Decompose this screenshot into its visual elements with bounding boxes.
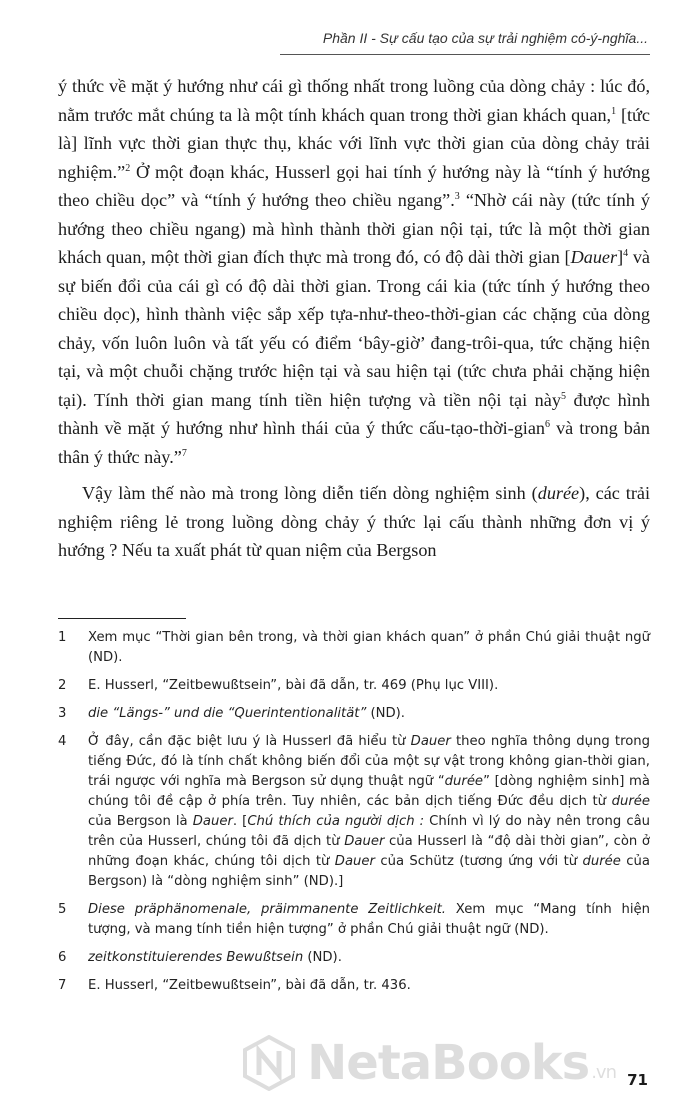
text-run: ), các trải nghiệm riêng lẻ trong luồng dòng chảy ý thức lại cấu thành những đơn vị ý hướng ? Nếu ta xuất phát từ quan niệm của Bergson bbox=[58, 483, 651, 560]
footnote-text bbox=[88, 732, 650, 892]
footnote-number: 4 bbox=[58, 734, 67, 749]
text-run: Xem mục “Mang tính hiện tượng, và mang tính tiền hiện tượng” ở phần Chú giải thuật ngữ (ND). bbox=[88, 902, 650, 937]
footnote-text bbox=[88, 900, 650, 940]
text-run: của Bergson) là “dòng nghiệm sinh” (ND).] bbox=[88, 854, 650, 889]
text-run: của Bergson là bbox=[88, 814, 193, 829]
italic-term: zeitkonstituierendes Bewußtsein bbox=[88, 950, 304, 965]
text-run: và trong bản thân ý thức này.” bbox=[58, 418, 650, 467]
text-run: theo nghĩa thông dụng trong tiếng Đức, đó là tính chất không biến đổi của một sự vật trong không gian-thời gian, trái ngược với nghĩa mà Bergson sử dụng thuật ngữ “ bbox=[88, 734, 651, 789]
footnote-number: 7 bbox=[58, 978, 67, 993]
footnote-text bbox=[88, 676, 650, 696]
text-run: [tức là] lĩnh vực thời gian thực thụ, khác với lĩnh vực thời gian của dòng chảy trải nghiệm.” bbox=[58, 104, 650, 182]
footnote-number: 2 bbox=[58, 678, 67, 693]
italic-term: durée bbox=[444, 774, 484, 789]
text-run: “Nhờ cái này (tức tính ý hướng theo chiều ngang) mà hình thành thời gian nội tại, tức là một thời gian khách quan, một thời gian đích thực mà trong đó, có độ dài thời gian [ bbox=[58, 190, 650, 267]
text-run: ] bbox=[617, 247, 624, 267]
footnote-ref-4[interactable]: 4 bbox=[623, 247, 629, 259]
footnote-item bbox=[58, 948, 650, 968]
italic-term: durée bbox=[611, 794, 650, 809]
text-run: ” [dòng nghiệm sinh] mà chúng tôi đề cập ở phía trên. Tuy nhiên, các bản dịch tiếng Đức đều dịch từ bbox=[88, 774, 650, 809]
footnote-number: 3 bbox=[58, 706, 67, 721]
italic-term: Chú thích của người dịch : bbox=[247, 814, 425, 829]
text-run: Ở một đoạn khác, Husserl gọi hai tính ý hướng này là “tính ý hướng theo chiều dọc” và “tính ý hướng theo chiều ngang”. bbox=[58, 161, 650, 210]
italic-term: Diese präphänomenale, präimmanente Zeitlichkeit. bbox=[88, 902, 446, 917]
footnote-text bbox=[88, 628, 650, 668]
italic-term: Dauer bbox=[570, 247, 618, 267]
text-run: E. Husserl, “Zeitbewußtsein”, bài đã dẫn, tr. 469 (Phụ lục VIII). bbox=[88, 678, 499, 693]
text-run: của Husserl là “độ dài thời gian”, còn ở những đoạn khác, chúng tôi dịch từ bbox=[88, 834, 650, 869]
text-run: Ở đây, cần đặc biệt lưu ý là Husserl đã hiểu từ bbox=[88, 734, 411, 749]
footnote-number: 1 bbox=[58, 630, 67, 645]
paragraph-2 bbox=[58, 479, 650, 565]
italic-term: Dauer bbox=[334, 854, 375, 869]
footnote-number: 5 bbox=[58, 902, 67, 917]
text-run: ý thức về mặt ý hướng như cái gì thống nhất trong luồng của dòng chảy : lúc đó, nằm trước mắt chúng ta là một tính khách quan trong thời gian khách quan, bbox=[58, 76, 650, 125]
footnote-text bbox=[88, 948, 650, 968]
footnotes bbox=[58, 628, 650, 1004]
italic-term: durée bbox=[537, 483, 580, 503]
footnote-text bbox=[88, 976, 650, 996]
italic-term: Dauer bbox=[192, 814, 233, 829]
text-run: Chính vì lý do này nên trong câu trên của Husserl, chúng tôi đã dịch từ bbox=[88, 814, 651, 849]
footnote-text bbox=[88, 704, 650, 724]
footnote-separator bbox=[58, 618, 186, 619]
text-run: Vậy làm thế nào mà trong lòng diễn tiến dòng nghiệm sinh ( bbox=[82, 483, 538, 503]
footnote-item bbox=[58, 704, 650, 724]
italic-term: Dauer bbox=[410, 734, 451, 749]
footnote-item bbox=[58, 628, 650, 668]
text-run: (ND). bbox=[366, 706, 405, 721]
text-run: . [ bbox=[232, 814, 248, 829]
footnote-item bbox=[58, 732, 650, 892]
text-run: (ND). bbox=[303, 950, 342, 965]
footnote-number: 6 bbox=[58, 950, 67, 965]
watermark-text: NetaBooks bbox=[307, 1035, 590, 1091]
page-number: 71 bbox=[627, 1071, 648, 1089]
footnote-item bbox=[58, 676, 650, 696]
text-run: E. Husserl, “Zeitbewußtsein”, bài đã dẫn, tr. 436. bbox=[88, 978, 411, 993]
footnote-ref-3[interactable]: 3 bbox=[454, 190, 460, 202]
italic-term: Dauer bbox=[344, 834, 385, 849]
footnote-item bbox=[58, 900, 650, 940]
main-text bbox=[58, 72, 650, 565]
running-header: Phần II - Sự cấu tạo của sự trải nghiệm có-ý-nghĩa... bbox=[322, 30, 648, 46]
text-run: và sự biến đổi của cái gì có độ dài thời gian. Trong cái kia (tức tính ý hướng theo chiều dọc), hình thành việc sắp xếp tựa-như-theo-thời-gian các chặng của dòng chảy, vốn luôn luôn và tất yếu có điểm ‘bây-giờ’ đang-trôi-qua, tức chặng hiện tại, và một chuỗi chặng trước hiện tại và sau hiện tại (tức chưa phải chặng hiện tại). Tính thời gian mang tính tiền hiện tượng và tiền nội tại này bbox=[58, 247, 650, 410]
footnote-ref-5[interactable]: 5 bbox=[560, 390, 566, 402]
text-run: Xem mục “Thời gian bên trong, và thời gian khách quan” ở phần Chú giải thuật ngữ (ND). bbox=[88, 630, 650, 665]
text-run: được hình thành về mặt ý hướng như hình thái của ý thức cấu-tạo-thời-gian bbox=[58, 389, 650, 438]
italic-term: durée bbox=[582, 854, 621, 869]
paragraph-1 bbox=[58, 72, 650, 471]
footnote-ref-7[interactable]: 7 bbox=[181, 447, 187, 459]
text-run: của Schütz (tương ứng với từ bbox=[374, 854, 583, 869]
watermark-logo-icon bbox=[241, 1035, 297, 1091]
italic-term: die “Längs-” und die “Querintentionalität” bbox=[88, 706, 367, 721]
footnote-ref-6[interactable]: 6 bbox=[545, 418, 551, 430]
watermark-suffix: .vn bbox=[591, 1062, 616, 1083]
footnote-item bbox=[58, 976, 650, 996]
watermark bbox=[241, 1035, 616, 1091]
footnote-ref-1[interactable]: 1 bbox=[611, 105, 617, 117]
footnote-ref-2[interactable]: 2 bbox=[125, 162, 131, 174]
header-rule bbox=[280, 54, 650, 55]
